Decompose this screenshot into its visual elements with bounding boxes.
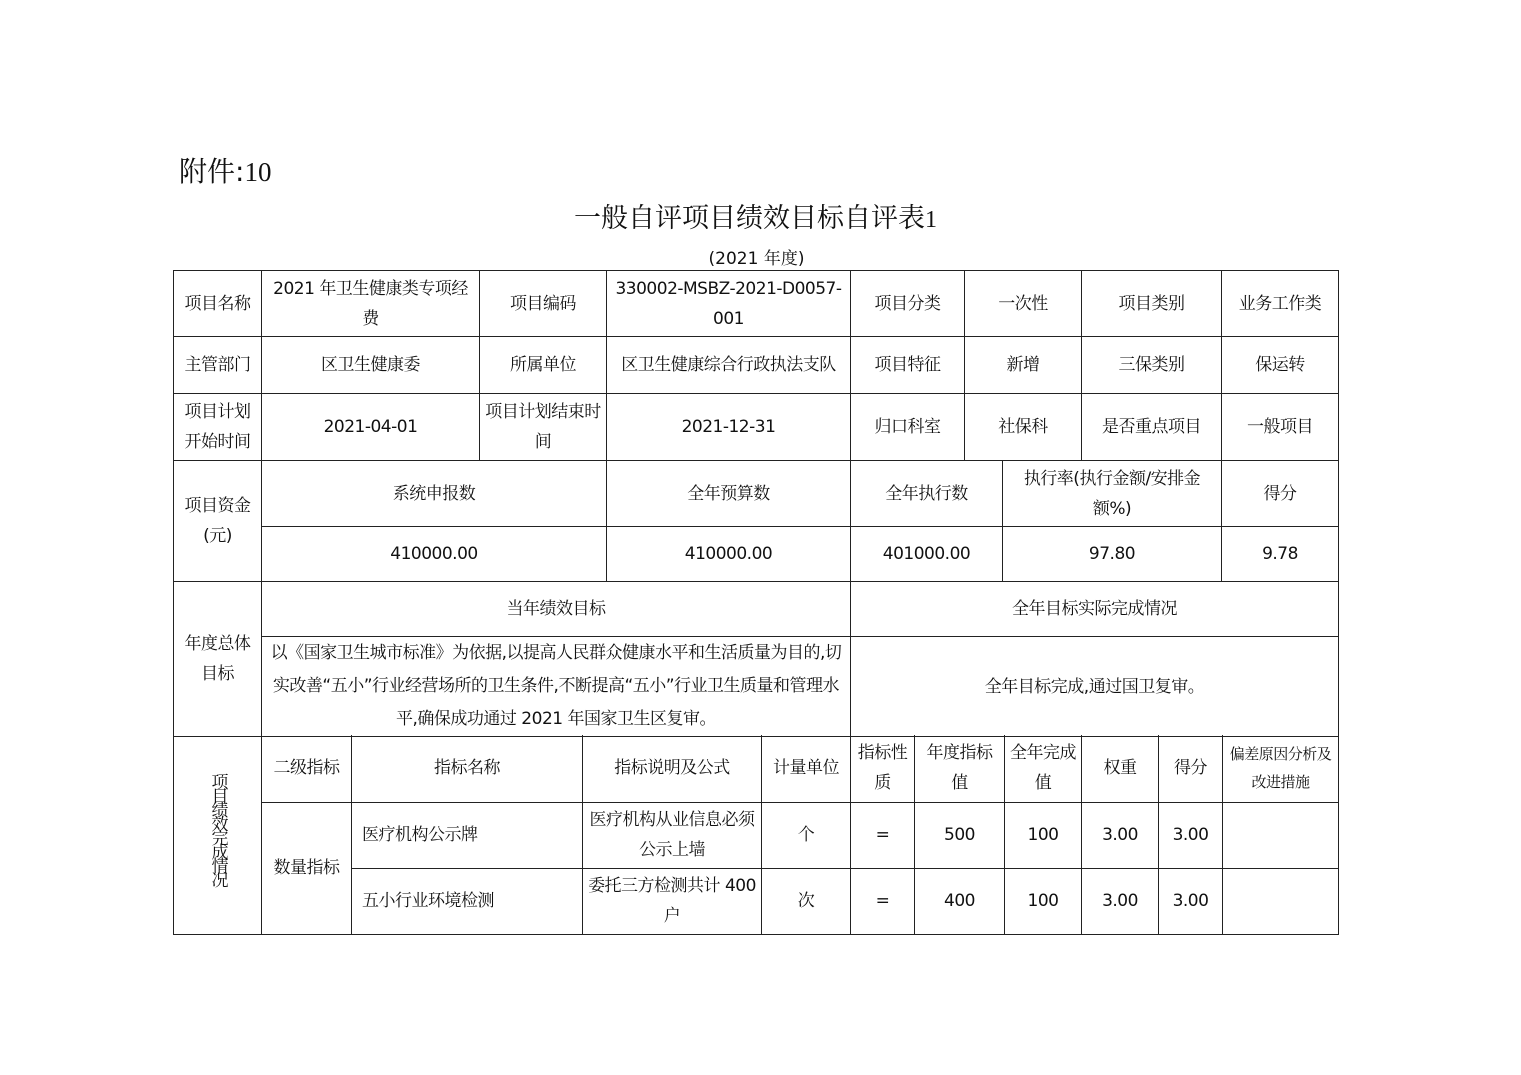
hdr-nature: 指标性质 bbox=[851, 735, 915, 802]
indicator-name: 医疗机构公示牌 bbox=[352, 802, 583, 868]
project-code-label: 项目编码 bbox=[480, 271, 607, 337]
indicator-desc: 医疗机构从业信息必须公示上墙 bbox=[583, 802, 762, 868]
indicator-section-label: 项目绩效完成情况 bbox=[207, 773, 228, 886]
funds-value-row bbox=[174, 527, 1339, 582]
indicator-deviation bbox=[1223, 802, 1339, 868]
indicator-weight: 3.00 bbox=[1082, 802, 1159, 868]
funds-exec: 401000.00 bbox=[851, 527, 1003, 582]
attachment-label: 附件:10 bbox=[179, 155, 272, 188]
indicator-actual: 100 bbox=[1005, 802, 1082, 868]
year-subtitle: (2021 年度) bbox=[708, 249, 805, 269]
page-title: 一般自评项目绩效目标自评表1 bbox=[574, 203, 937, 234]
project-type: 业务工作类 bbox=[1222, 271, 1339, 337]
table-row bbox=[174, 802, 1339, 868]
funds-budget: 410000.00 bbox=[607, 527, 851, 582]
goals-value-row bbox=[174, 637, 1339, 737]
info-row-3 bbox=[174, 394, 1339, 461]
funds-col-exec: 全年执行数 bbox=[851, 461, 1003, 527]
title-suffix: 1 bbox=[925, 207, 937, 233]
hdr-level2: 二级指标 bbox=[262, 735, 352, 802]
project-name: 2021 年卫生健康类专项经费 bbox=[262, 271, 480, 337]
dept-label: 主管部门 bbox=[174, 337, 262, 394]
info-row-2 bbox=[174, 337, 1339, 394]
hdr-score: 得分 bbox=[1159, 735, 1223, 802]
goals-col-target: 当年绩效目标 bbox=[262, 582, 851, 637]
indicator-unit: 个 bbox=[762, 802, 851, 868]
start-label: 项目计划开始时间 bbox=[174, 394, 262, 461]
indicator-section-cell bbox=[174, 735, 262, 934]
funds-col-score: 得分 bbox=[1222, 461, 1339, 527]
hdr-weight: 权重 bbox=[1082, 735, 1159, 802]
hdr-unit: 计量单位 bbox=[762, 735, 851, 802]
indicator-actual: 100 bbox=[1005, 868, 1082, 934]
project-class-label: 项目分类 bbox=[851, 271, 965, 337]
indicator-header-row bbox=[174, 735, 1339, 802]
end-label: 项目计划结束时间 bbox=[480, 394, 607, 461]
indicator-score: 3.00 bbox=[1159, 868, 1223, 934]
end-date: 2021-12-31 bbox=[607, 394, 851, 461]
goals-header-row bbox=[174, 582, 1339, 637]
indicator-group: 数量指标 bbox=[262, 802, 352, 934]
funds-rate: 97.80 bbox=[1003, 527, 1222, 582]
indicator-desc: 委托三方检测共计 400 户 bbox=[583, 868, 762, 934]
goals-target: 以《国家卫生城市标准》为依据,以提高人民群众健康水平和生活质量为目的,切实改善“五小”行业经营场所的卫生条件,不断提高“五小”行业卫生质量和管理水平,确保成功通过 2021 年国家卫生区复审。 bbox=[262, 637, 851, 737]
project-name-label: 项目名称 bbox=[174, 271, 262, 337]
funds-system: 410000.00 bbox=[262, 527, 607, 582]
office-label: 归口科室 bbox=[851, 394, 965, 461]
goals-col-actual: 全年目标实际完成情况 bbox=[851, 582, 1339, 637]
hdr-annual: 年度指标值 bbox=[915, 735, 1005, 802]
sanbao: 保运转 bbox=[1222, 337, 1339, 394]
hdr-name: 指标名称 bbox=[352, 735, 583, 802]
start-date: 2021-04-01 bbox=[262, 394, 480, 461]
funds-col-budget: 全年预算数 bbox=[607, 461, 851, 527]
feature: 新增 bbox=[965, 337, 1082, 394]
sanbao-label: 三保类别 bbox=[1082, 337, 1222, 394]
goals-actual: 全年目标完成,通过国卫复审。 bbox=[851, 637, 1339, 737]
key-label: 是否重点项目 bbox=[1082, 394, 1222, 461]
indicator-nature: = bbox=[851, 802, 915, 868]
funds-col-rate: 执行率(执行金额/安排金额%) bbox=[1003, 461, 1222, 527]
unit: 区卫生健康综合行政执法支队 bbox=[607, 337, 851, 394]
hdr-actual: 全年完成值 bbox=[1005, 735, 1082, 802]
project-type-label: 项目类别 bbox=[1082, 271, 1222, 337]
office: 社保科 bbox=[965, 394, 1082, 461]
project-class: 一次性 bbox=[965, 271, 1082, 337]
hdr-deviation: 偏差原因分析及改进措施 bbox=[1223, 735, 1339, 802]
dept: 区卫生健康委 bbox=[262, 337, 480, 394]
indicator-deviation bbox=[1223, 868, 1339, 934]
attachment-number: 10 bbox=[244, 157, 272, 187]
funds-score: 9.78 bbox=[1222, 527, 1339, 582]
funds-col-system: 系统申报数 bbox=[262, 461, 607, 527]
key-project: 一般项目 bbox=[1222, 394, 1339, 461]
funds-label: 项目资金(元) bbox=[174, 461, 262, 582]
feature-label: 项目特征 bbox=[851, 337, 965, 394]
funds-header-row bbox=[174, 461, 1339, 527]
goals-label: 年度总体目标 bbox=[174, 582, 262, 737]
unit-label: 所属单位 bbox=[480, 337, 607, 394]
indicator-unit: 次 bbox=[762, 868, 851, 934]
info-row-1 bbox=[174, 271, 1339, 337]
hdr-desc: 指标说明及公式 bbox=[583, 735, 762, 802]
evaluation-table bbox=[173, 270, 1339, 737]
indicator-score: 3.00 bbox=[1159, 802, 1223, 868]
indicator-name: 五小行业环境检测 bbox=[352, 868, 583, 934]
indicator-annual: 400 bbox=[915, 868, 1005, 934]
indicator-annual: 500 bbox=[915, 802, 1005, 868]
indicator-weight: 3.00 bbox=[1082, 868, 1159, 934]
indicator-table bbox=[173, 735, 1339, 935]
indicator-nature: = bbox=[851, 868, 915, 934]
project-code: 330002-MSBZ-2021-D0057-001 bbox=[607, 271, 851, 337]
